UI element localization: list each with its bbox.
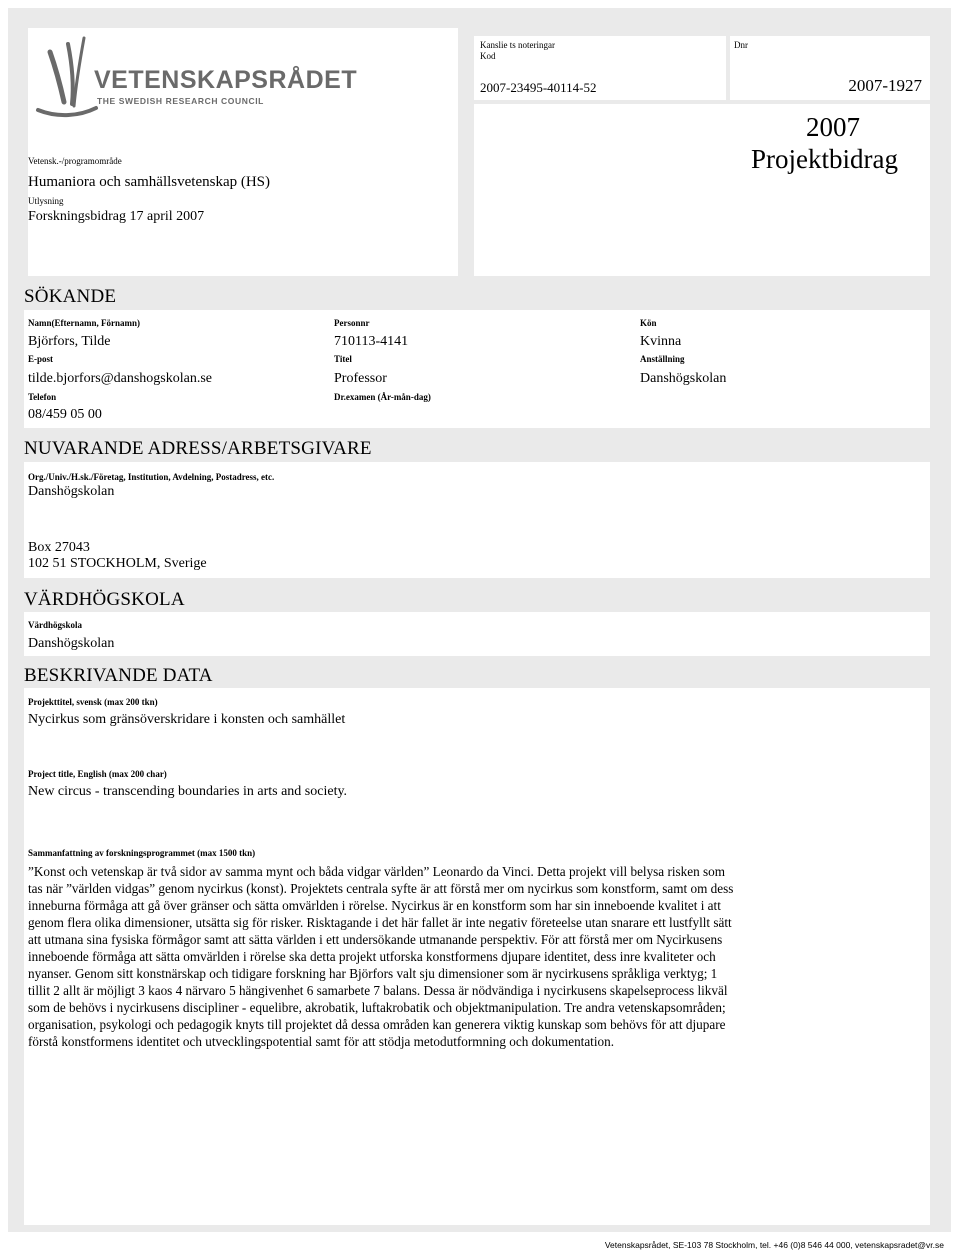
sammanfattning-line: nyanser. Genom sitt konstnärskap och tidigare forskning har Björfors valt sju dimensioner som är nycirkusens språkliga verktyg; 1	[28, 966, 718, 981]
logo-name: VETENSKAPSRÅDET	[94, 66, 358, 94]
kod-label: Kod	[480, 51, 496, 61]
address-line1: Box 27043	[28, 540, 90, 555]
area-value: Humaniora och samhällsvetenskap (HS)	[28, 174, 271, 190]
sammanfattning-label: Sammanfattning av forskningsprogrammet (max 1500 tkn)	[28, 848, 256, 858]
vardhogskola-label: Värdhögskola	[28, 620, 83, 630]
anstallning-label: Anställning	[640, 354, 685, 364]
kon-label: Kön	[640, 318, 657, 328]
dnr-label: Dnr	[734, 40, 748, 50]
sammanfattning-line: tillit 2 allt är möjligt 3 kaos 4 närvaro 5 hängivenhet 6 samarbete 7 balans. Dessa är nödvändiga i nycirkusens skapelseprocess likväl	[28, 983, 728, 998]
section-beskrivande-title: BESKRIVANDE DATA	[24, 665, 213, 686]
sammanfattning-line: att utmana sina fysiska förmågor samt att sätta världen i ett undersökande utmanande perspektiv. För att förstå mer om Nycirkusens	[28, 932, 723, 947]
drexamen-label: Dr.examen (År-mån-dag)	[334, 392, 431, 402]
titel-value: Professor	[334, 371, 387, 386]
org-label: Org./Univ./H.sk./Företag, Institution, Avdelning, Postadress, etc.	[28, 472, 275, 482]
personnr-label: Personnr	[334, 318, 370, 328]
org-value: Danshögskolan	[28, 484, 115, 499]
year: 2007	[806, 112, 860, 142]
name-value: Björfors, Tilde	[28, 334, 111, 349]
sammanfattning-line: genom flera olika dimensioner, utsätta sig för risker. Risktagande i det här fallet är inte negativ företeelse utan snarare ett lustfyllt sätt	[28, 915, 732, 930]
titel-sv-value: Nycirkus som gränsöverskridare i konsten och samhället	[28, 712, 346, 727]
utlysning-value: Forskningsbidrag 17 april 2007	[28, 209, 205, 224]
kod-value: 2007-23495-40114-52	[480, 80, 597, 95]
titel-label: Titel	[334, 354, 352, 364]
kansli-box	[474, 36, 726, 100]
bidrag-type: Projektbidrag	[751, 144, 898, 174]
address-line2: 102 51 STOCKHOLM, Sverige	[28, 556, 207, 571]
header-right-panel	[474, 104, 930, 276]
dnr-value: 2007-1927	[848, 76, 922, 95]
vardhogskola-value: Danshögskolan	[28, 636, 115, 651]
epost-label: E-post	[28, 354, 54, 364]
header-left-panel	[28, 28, 458, 276]
personnr-value: 710113-4141	[334, 334, 409, 349]
sammanfattning-line: ”Konst och vetenskap är två sidor av samma mynt och båda vidgar världen” Leonardo da Vinci. Detta projekt vill belysa risken som	[28, 864, 725, 879]
dnr-box	[730, 36, 930, 100]
sammanfattning-line: inneboende förmåga att sätta omvärlden i rörelse ska detta projekt utforska konstformens djupare identitet, dess inre kvaliteter och	[28, 949, 716, 964]
sammanfattning-text	[28, 863, 783, 1050]
epost-value: tilde.bjorfors@danshogskolan.se	[28, 371, 212, 386]
utlysning-label: Utlysning	[28, 196, 64, 206]
section-vardhogskola-title: VÄRDHÖGSKOLA	[24, 589, 185, 610]
titel-en-label: Project title, English (max 200 char)	[28, 769, 167, 779]
sokande-panel	[24, 310, 930, 428]
sammanfattning-line: organisation, psykologi och pedagogik knyts till projektet då dessa områden kan generera viktig kunskap som behövs för att djupare	[28, 1017, 726, 1032]
sammanfattning-line: förstå konstformens identitet och utvecklingspotential samt för att stödja metodutformning och dokumentation.	[28, 1034, 614, 1049]
titel-sv-label: Projekttitel, svensk (max 200 tkn)	[28, 697, 158, 707]
footer-text: Vetenskapsrådet, SE-103 78 Stockholm, tel. +46 (0)8 546 44 000, vetenskapsradet@vr.se	[604, 1240, 944, 1250]
kon-value: Kvinna	[640, 334, 682, 349]
sammanfattning-line: som de behövs i nycirkusens discipliner - equelibre, akrobatik, luftakrobatik och objektmanipulation. Tre andra vetenskapsområden;	[28, 1000, 726, 1015]
adress-panel	[24, 462, 930, 578]
kansli-label: Kanslie ts noteringar	[480, 40, 555, 50]
section-adress-title: NUVARANDE ADRESS/ARBETSGIVARE	[24, 438, 372, 459]
sammanfattning-line: inneburna förmåga att gå över gränser och sätta omvärlden i rörelse. Nycirkus är en konstform som har sin inneboende kvalitet i att	[28, 898, 721, 913]
telefon-value: 08/459 05 00	[28, 407, 102, 422]
logo-subtitle: THE SWEDISH RESEARCH COUNCIL	[97, 96, 264, 106]
area-label: Vetensk.-/programområde	[28, 156, 122, 166]
sammanfattning-line: tas när ”världen vidgas” genom nycirkus (konst). Projektets centrala syfte är att förstå mer om nycirkus som konstform, samt om dess	[28, 881, 734, 896]
titel-en-value: New circus - transcending boundaries in arts and society.	[28, 784, 348, 799]
vardhogskola-panel	[24, 612, 930, 656]
name-label: Namn(Efternamn, Förnamn)	[28, 318, 140, 328]
telefon-label: Telefon	[28, 392, 57, 402]
section-sokande-title: SÖKANDE	[24, 286, 117, 307]
anstallning-value: Danshögskolan	[640, 371, 727, 386]
